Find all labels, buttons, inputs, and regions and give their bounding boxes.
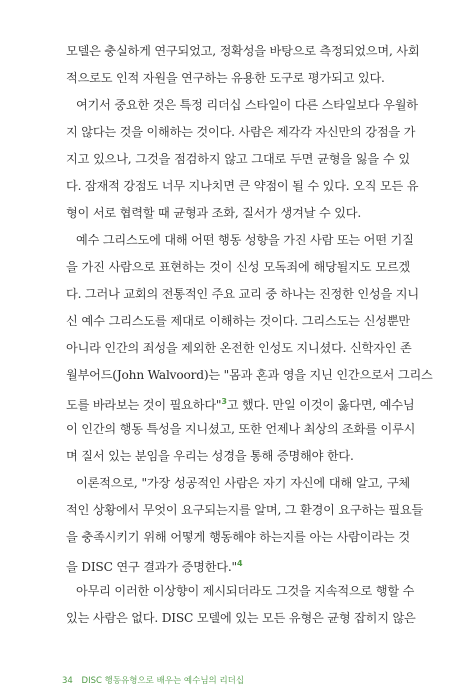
text-line-content: 지고 있으나, 그것을 점검하지 않고 그대로 두면 균형을 잃을 수 있: [66, 152, 410, 166]
page-number: 34: [62, 676, 73, 686]
text-line: [66, 582, 415, 609]
text-line-content: 을 충족시키기 위해 어떻게 행동해야 하는지를 아는 사람이라는 것: [66, 530, 410, 544]
text-line: [66, 150, 410, 177]
text-line: [66, 420, 416, 447]
text-line-content: 이 인간의 행동 특성을 지니셨고, 또한 언제나 최상의 조화를 이루시: [66, 422, 416, 436]
text-line: [66, 231, 414, 258]
text-line-content: 다. 그러나 교회의 전통적인 주요 교리 중 하나는 진정한 인성을 지니: [66, 287, 419, 301]
footnote-marker: 3: [221, 397, 227, 406]
text-line-content: 적인 상황에서 무엇이 요구되는지를 알며, 그 환경이 요구하는 필요들: [66, 503, 424, 517]
text-line: [66, 393, 415, 420]
text-line: [66, 339, 410, 366]
text-line: [66, 69, 410, 96]
text-line: [66, 609, 416, 636]
body-text: [66, 42, 433, 636]
text-line-content: 을 DISC 연구 결과가 증명한다.": [66, 560, 237, 575]
text-line: [66, 528, 410, 555]
text-line-content: 형이 서로 협력할 때 균형과 조화, 질서가 생겨날 수 있다.: [66, 206, 362, 220]
text-line-content: 모델은 충실하게 연구되었고, 정확성을 바탕으로 측정되었으며, 사회: [66, 44, 420, 58]
running-title: DISC 행동유형으로 배우는 예수님의 리더십: [81, 676, 245, 686]
text-line-content: 아무리 이러한 이상향이 제시되더라도 그것을 지속적으로 행할 수: [76, 584, 415, 598]
text-line: [66, 258, 410, 285]
text-line-continuation: 고 했다. 만일 이것이 옳다면, 예수님: [226, 398, 415, 413]
text-line-content: 신 예수 그리스도를 제대로 이해하는 것이다. 그리스도는 신성뿐만: [66, 314, 410, 328]
text-line-content: 다. 잠재적 강점도 너무 지나치면 큰 약점이 될 수 있다. 오직 모든 유: [66, 179, 419, 193]
text-line: [66, 447, 410, 474]
text-line-content: 여기서 중요한 것은 특정 리더십 스타일이 다른 스타일보다 우월하: [76, 98, 418, 112]
text-line: [66, 285, 419, 312]
text-line: [66, 312, 410, 339]
page-footer: [62, 674, 244, 686]
text-line: [66, 555, 410, 582]
text-line-content: 아니라 인간의 죄성을 제외한 온전한 인성도 지니셨다. 신학자인 존: [66, 341, 412, 355]
text-line-content: 지 않다는 것을 이해하는 것이다. 사람은 제각각 자신만의 강점을 가: [66, 125, 416, 139]
footnote-marker: 4: [236, 559, 243, 568]
text-line: [66, 177, 419, 204]
text-line: [66, 123, 416, 150]
text-line: [66, 96, 418, 123]
text-line: [66, 501, 424, 528]
text-line-content: 며 질서 있는 분임을 우리는 성경을 통해 증명해야 한다.: [66, 449, 354, 463]
text-line: [66, 366, 433, 393]
text-line: [66, 42, 420, 69]
text-line: [66, 204, 410, 231]
text-line: [66, 474, 410, 501]
text-line-content: 이론적으로, "가장 성공적인 사람은 자기 자신에 대해 알고, 구체: [76, 476, 410, 490]
text-line-content: 예수 그리스도에 대해 어떤 행동 성향을 가진 사람 또는 어떤 기질: [76, 233, 414, 247]
text-line-content: 도를 바라보는 것이 필요하다": [66, 398, 222, 413]
text-line-content: 있는 사람은 없다. DISC 모델에 있는 모든 유형은 균형 잡히지 않은: [66, 611, 416, 625]
text-line-content: 을 가진 사람으로 표현하는 것이 신성 모독죄에 해당될지도 모르겠: [66, 260, 410, 274]
text-line-content: 적으로도 인적 자원을 연구하는 유용한 도구로 평가되고 있다.: [66, 71, 385, 85]
text-line-content: 월부어드(John Walvoord)는 "몸과 혼과 영을 지닌 인간으로서 그리스: [66, 368, 433, 382]
